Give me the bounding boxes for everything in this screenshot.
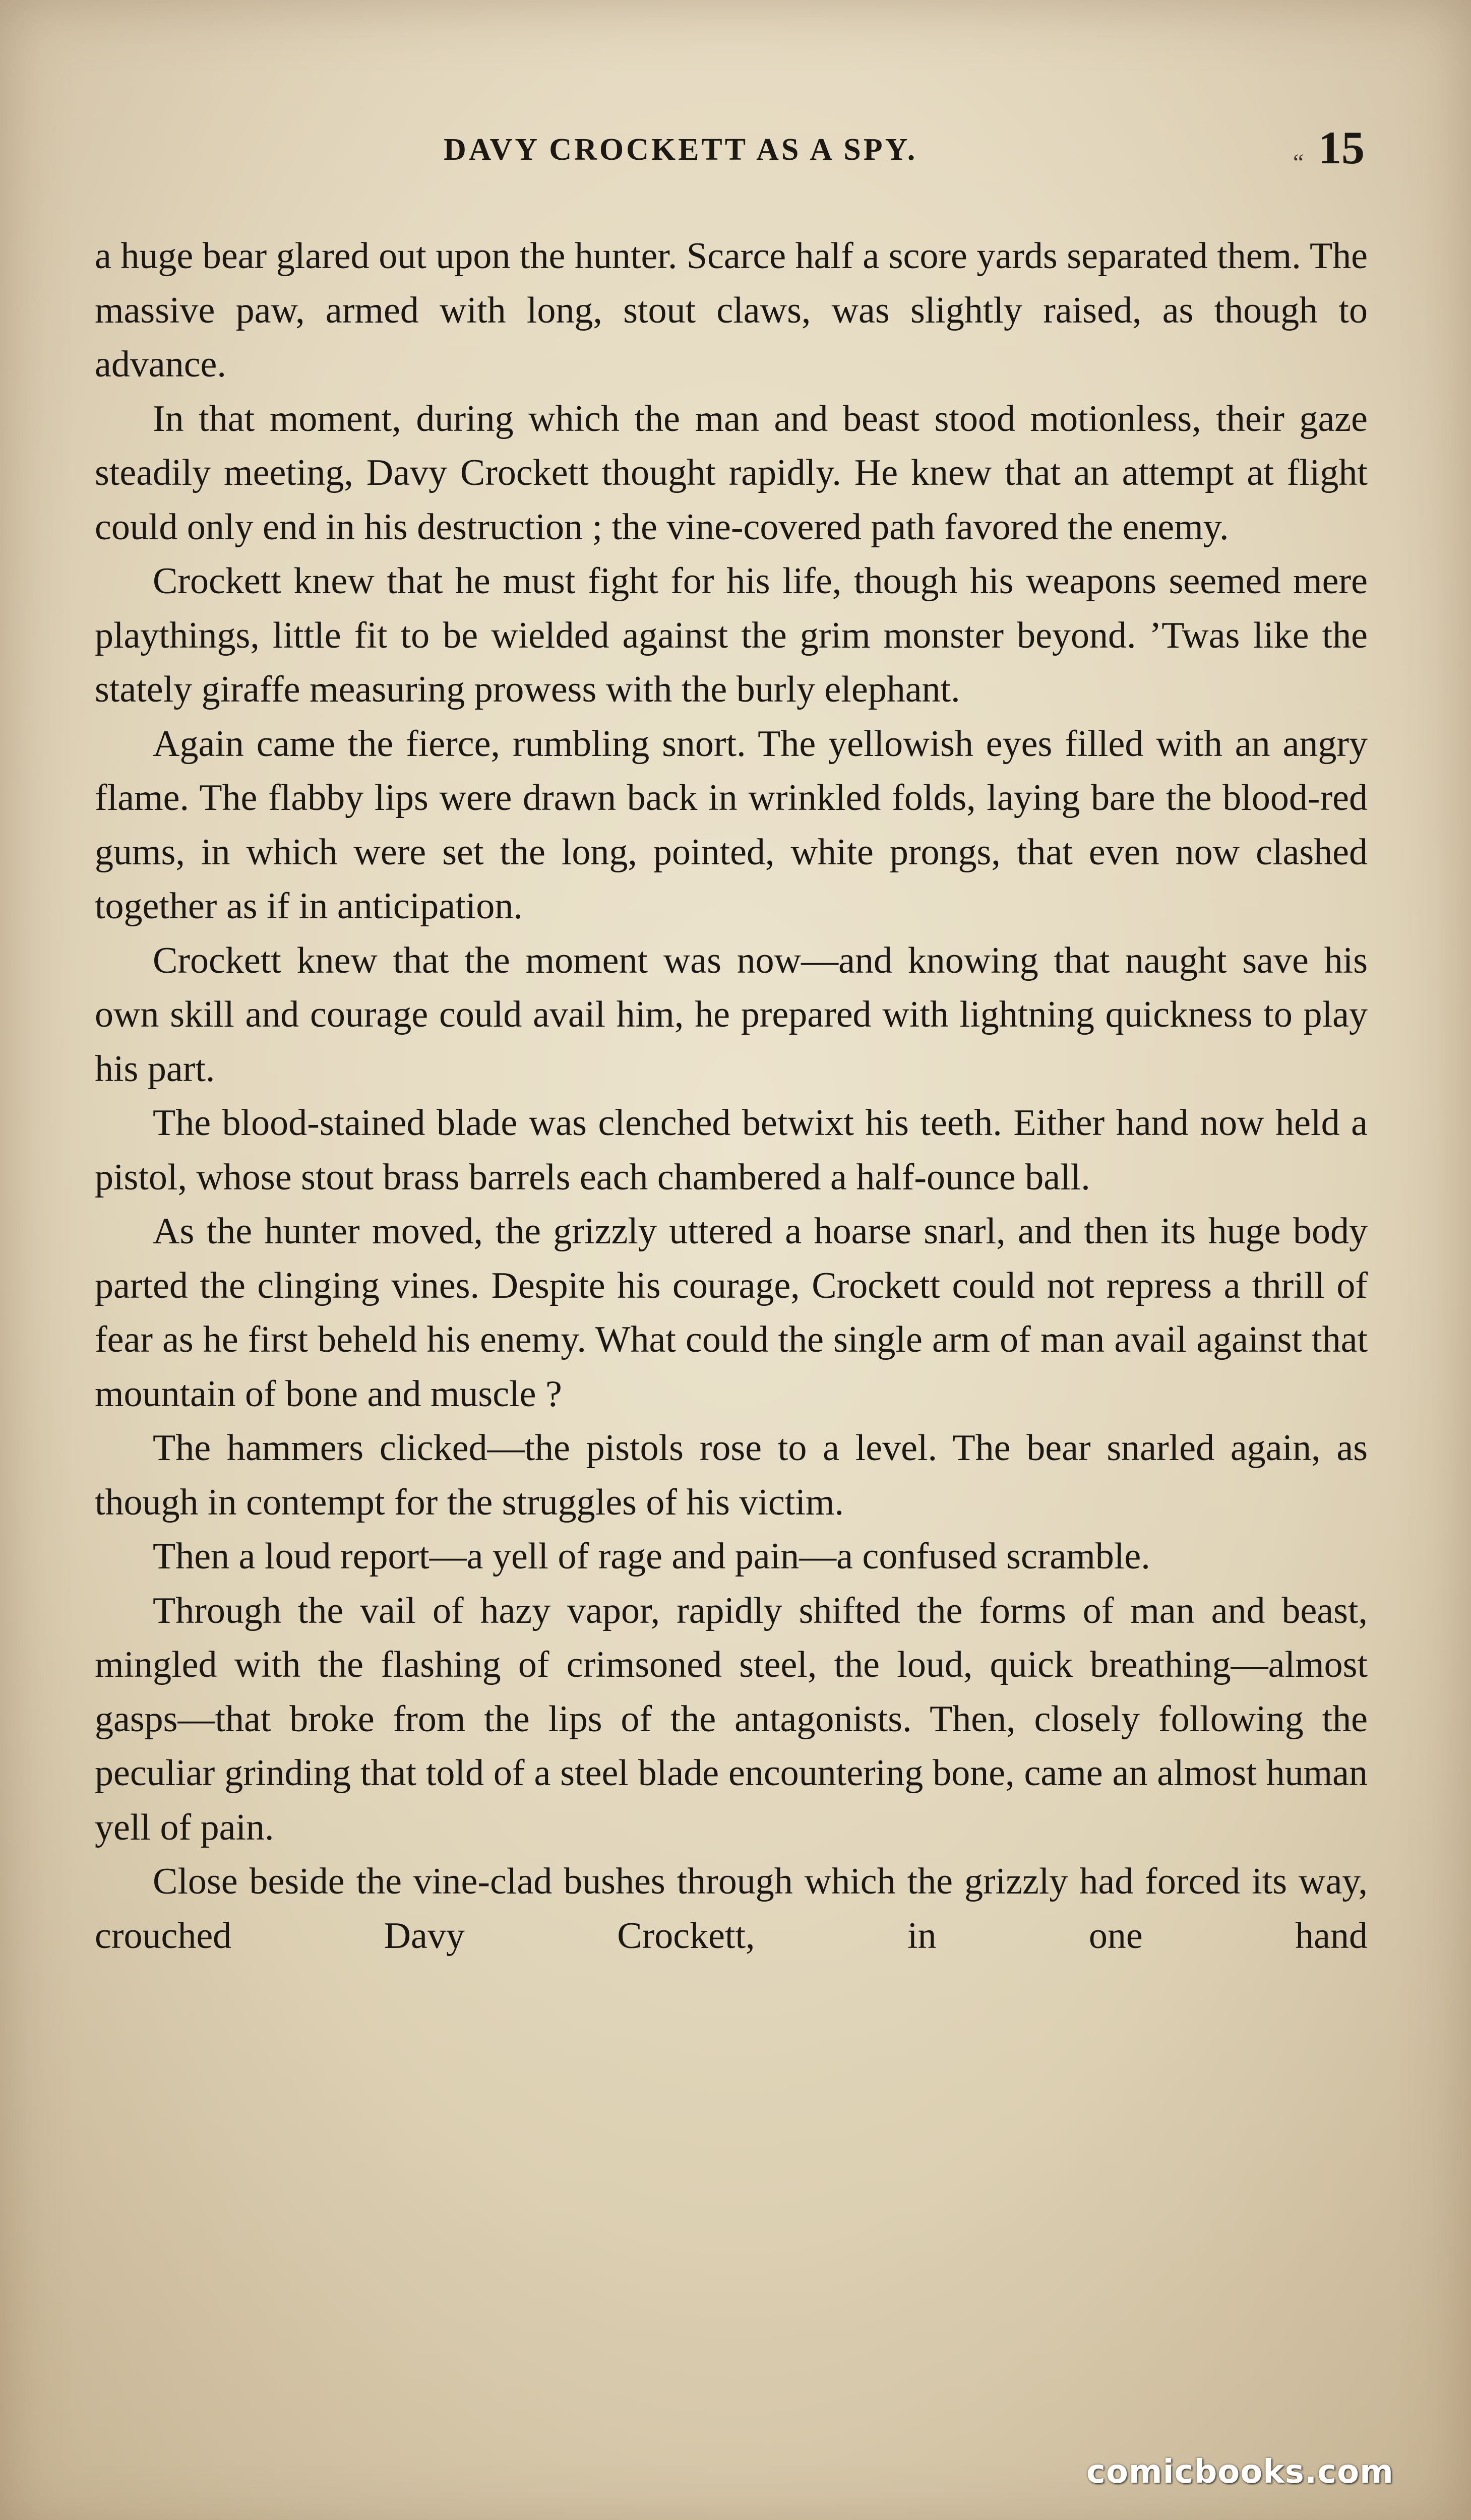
body-text: [95, 229, 1368, 1963]
paragraph-6: The blood-stained blade was clenched betwixt his teeth. Either hand now held a pistol, whose stout brass barrels each chambered a half-ounce ball.: [95, 1102, 1368, 1198]
paragraph-9: Then a loud report—a yell of rage and pain—a confused scramble.: [153, 1536, 1150, 1577]
corner-mark: “: [1293, 149, 1304, 176]
site-watermark: comicbooks.com: [1086, 2453, 1394, 2491]
paragraph-1: a huge bear glared out upon the hunter. Scarce half a score yards separated them. The massive paw, armed with long, stout claws, was slightly raised, as though to advance.: [95, 235, 1368, 385]
paragraph-10: Through the vail of hazy vapor, rapidly shifted the forms of man and beast, mingled with the flashing of crimsoned steel, the loud, quick breathing—almost gasps—that broke from the lips of the antagonists. Then, closely following the peculiar grinding that told of a steel blade encountering bone, came an almost human yell of pain.: [95, 1590, 1368, 1848]
page-number: 15: [1318, 122, 1365, 173]
paragraph-2: In that moment, during which the man and beast stood motionless, their gaze steadily meeting, Davy Crockett thought rapidly. He knew that an attempt at flight could only end in his destruction ; the vine-covered path favored the enemy.: [95, 398, 1368, 548]
paragraph-5: Crockett knew that the moment was now—and knowing that naught save his own skill and courage could avail him, he prepared with lightning quickness to play his part.: [95, 939, 1368, 1090]
paragraph-8: The hammers clicked—the pistols rose to a level. The bear snarled again, as though in contempt for the struggles of his victim.: [95, 1427, 1368, 1523]
paragraph-4: Again came the fierce, rumbling snort. The yellowish eyes filled with an angry flame. The flabby lips were drawn back in wrinkled folds, laying bare the blood-red gums, in which were set the long, pointed, white prongs, that even now clashed together as if in anticipation.: [95, 723, 1368, 927]
chapter-running-title: DAVY CROCKETT AS A SPY.: [444, 133, 918, 167]
running-header: [0, 122, 1471, 181]
paragraph-7: As the hunter moved, the grizzly uttered a hoarse snarl, and then its huge body parted the clinging vines. Despite his courage, Crockett could not repress a thrill of fear as he first beheld his enemy. What could the single arm of man avail against that mountain of bone and muscle ?: [95, 1211, 1368, 1415]
paragraph-3: Crockett knew that he must fight for his life, though his weapons seemed mere playthings, little fit to be wielded against the grim monster beyond. ’Twas like the stately giraffe measuring prowess with the burly elephant.: [95, 560, 1368, 710]
paragraph-11: Close beside the vine-clad bushes through which the grizzly had forced its way, crouched Davy Crockett, in one hand: [95, 1861, 1368, 1957]
